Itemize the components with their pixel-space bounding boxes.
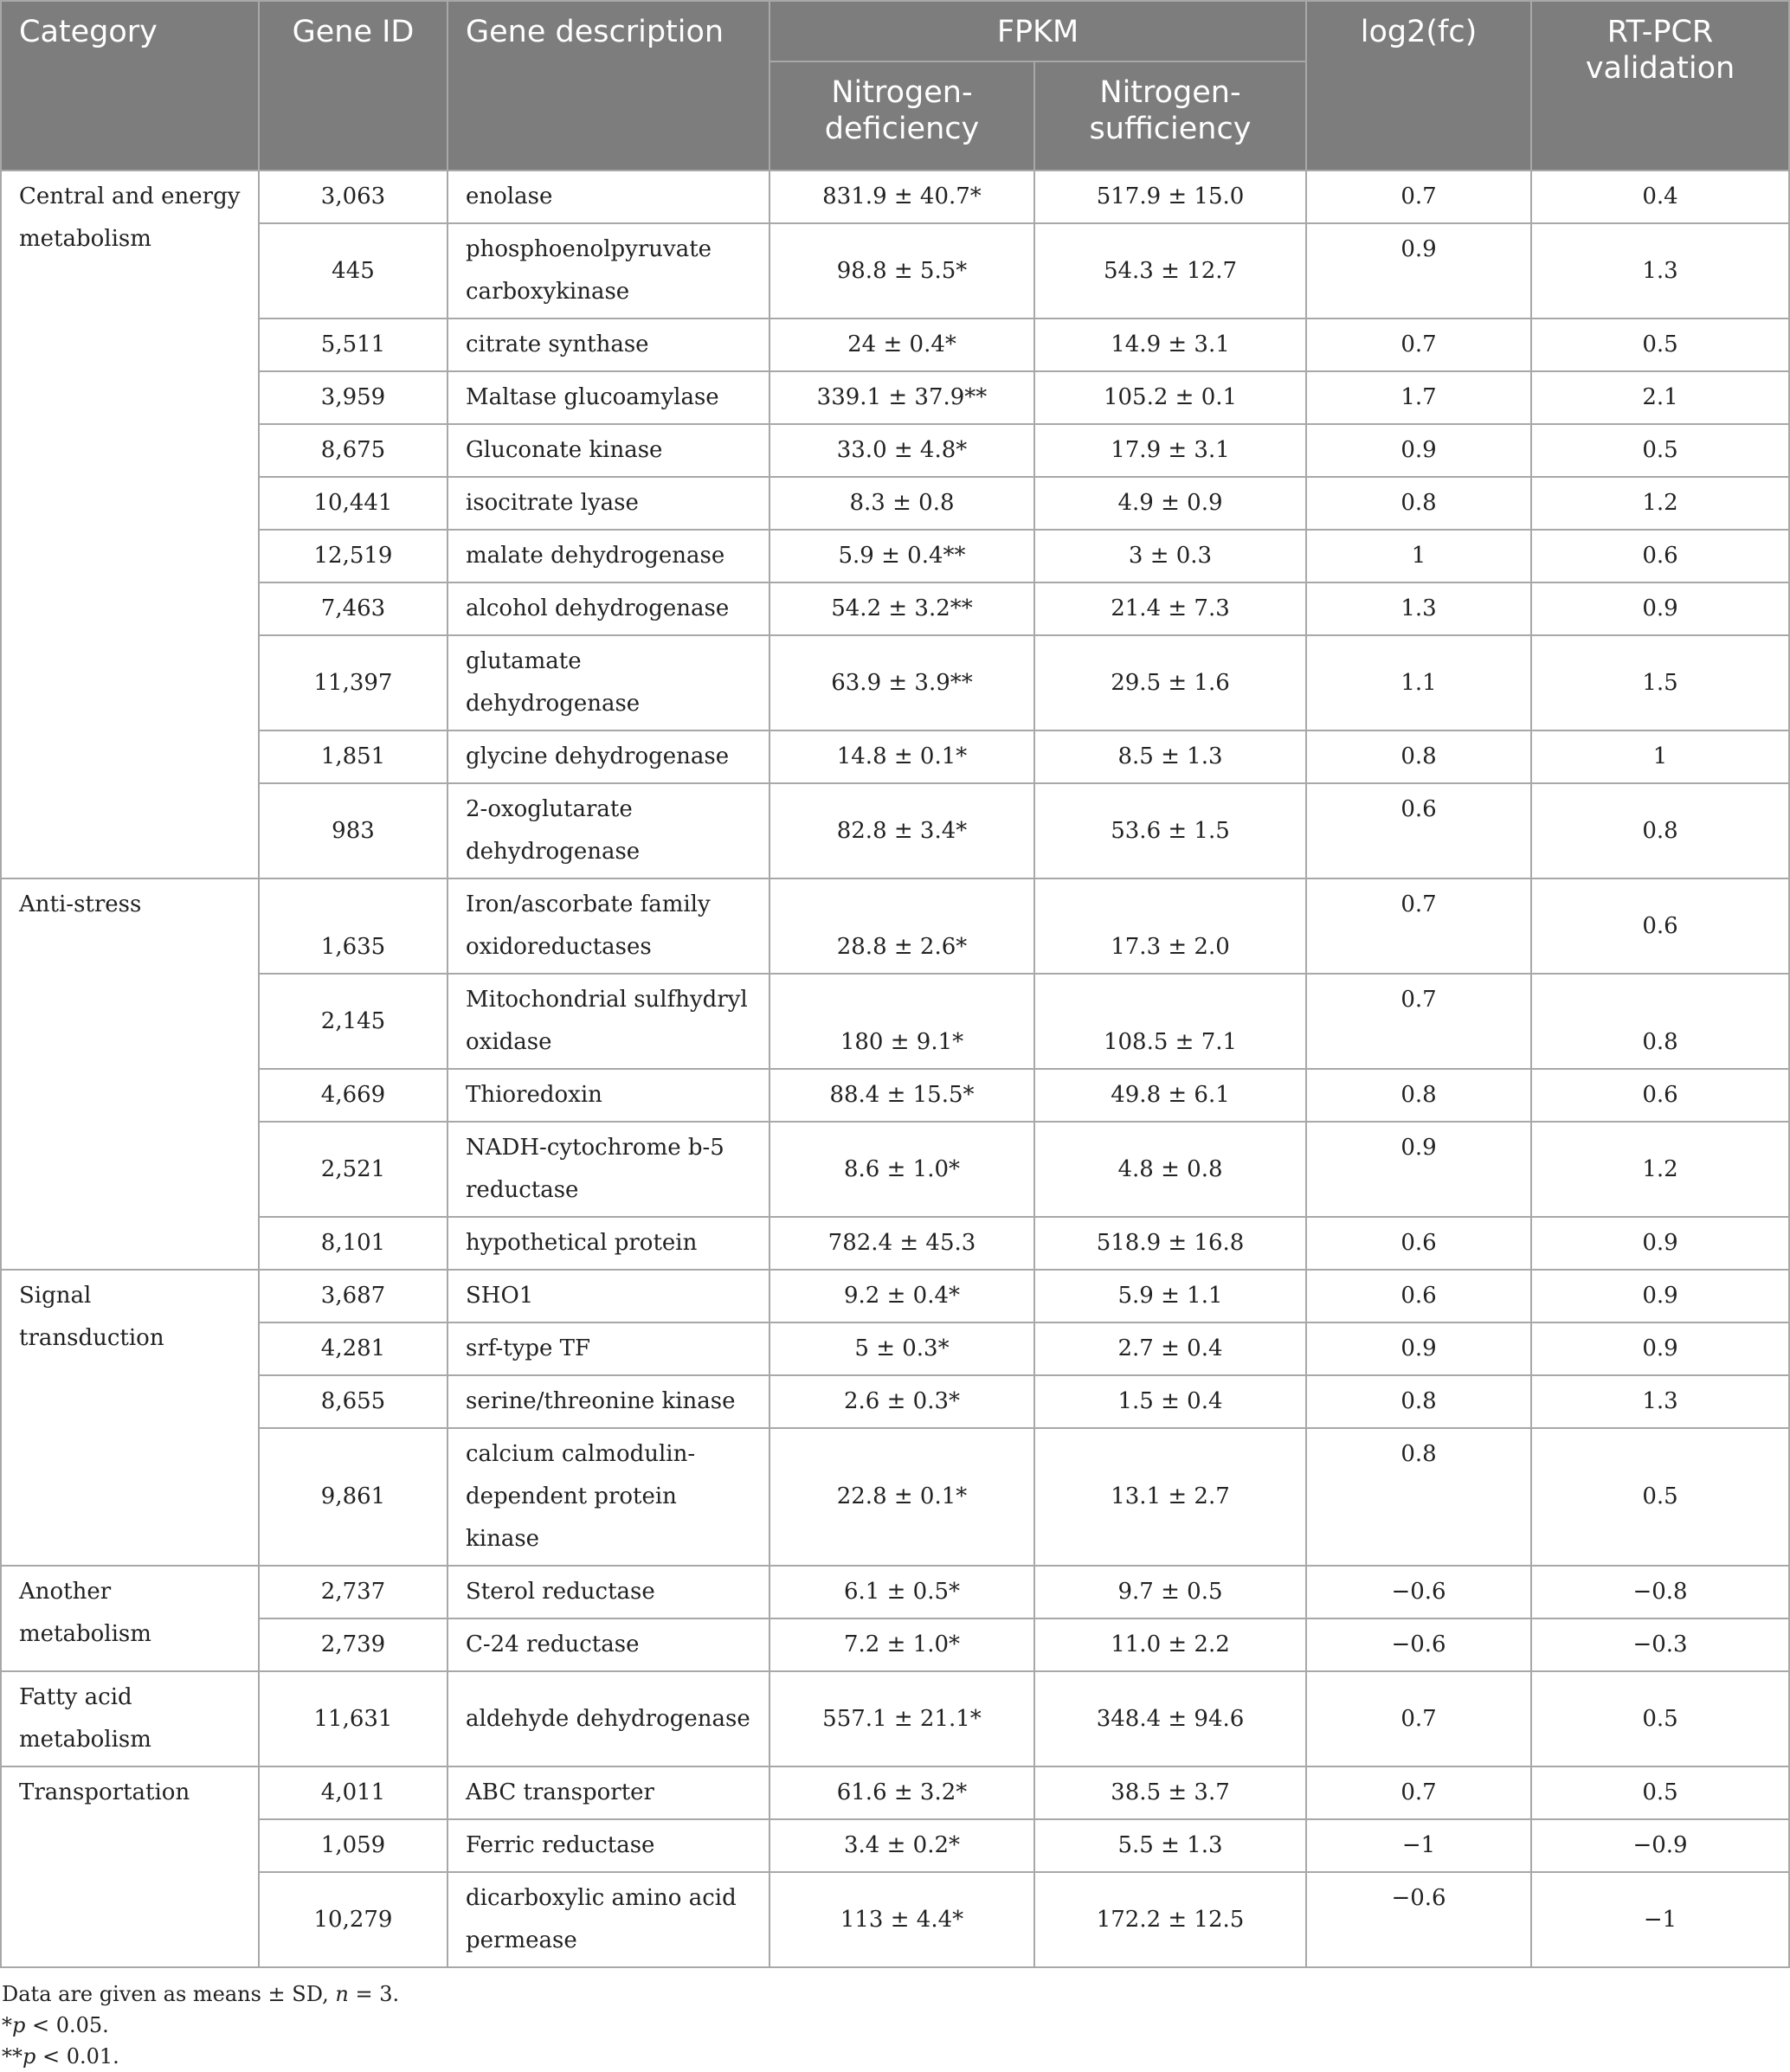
- log2fc-cell: 0.9: [1306, 424, 1531, 477]
- log2fc-cell: 0.9: [1306, 223, 1531, 319]
- fpkm-sufficiency-cell: 14.9 ± 3.1: [1034, 319, 1306, 371]
- header-gene-description: Gene description: [448, 1, 769, 171]
- gene-id-cell: 3,063: [259, 171, 448, 223]
- fpkm-deficiency-cell: 339.1 ± 37.9**: [769, 371, 1034, 424]
- table-row: [1, 783, 1789, 878]
- gene-id-cell: 2,521: [259, 1122, 448, 1217]
- rtpcr-cell: 0.6: [1531, 530, 1789, 582]
- fpkm-deficiency-cell: 7.2 ± 1.0*: [769, 1618, 1034, 1671]
- gene-id-cell: 4,669: [259, 1069, 448, 1122]
- log2fc-cell: 0.6: [1306, 783, 1531, 878]
- gene-description-cell: malate dehydrogenase: [448, 530, 769, 582]
- fpkm-sufficiency-cell: 49.8 ± 6.1: [1034, 1069, 1306, 1122]
- header-rtpcr-validation: RT-PCR validation: [1531, 1, 1789, 171]
- gene-description-cell: enolase: [448, 171, 769, 223]
- category-cell: Central and energy metabolism: [1, 171, 259, 878]
- log2fc-cell: 1: [1306, 530, 1531, 582]
- gene-description-cell: phosphoenolpyruvate carboxykinase: [448, 223, 769, 319]
- category-cell: Transportation: [1, 1766, 259, 1967]
- log2fc-cell: 0.7: [1306, 1671, 1531, 1766]
- table-row: [1, 730, 1789, 783]
- footnote-significance-005: *p < 0.05.: [2, 2013, 109, 2037]
- gene-description-cell: Gluconate kinase: [448, 424, 769, 477]
- rtpcr-cell: 0.8: [1531, 974, 1789, 1069]
- gene-id-cell: 2,145: [259, 974, 448, 1069]
- table-row: [1, 1322, 1789, 1375]
- table-row: [1, 319, 1789, 371]
- rtpcr-cell: 0.6: [1531, 878, 1789, 974]
- log2fc-cell: 0.6: [1306, 1270, 1531, 1322]
- gene-id-cell: 9,861: [259, 1428, 448, 1566]
- gene-id-cell: 8,655: [259, 1375, 448, 1428]
- log2fc-cell: 0.8: [1306, 730, 1531, 783]
- header-log2fc: log2(fc): [1306, 1, 1531, 171]
- gene-id-cell: 3,959: [259, 371, 448, 424]
- log2fc-cell: 0.7: [1306, 878, 1531, 974]
- table-row: [1, 477, 1789, 530]
- fpkm-sufficiency-cell: 348.4 ± 94.6: [1034, 1671, 1306, 1766]
- rtpcr-cell: 1.2: [1531, 477, 1789, 530]
- rtpcr-cell: 0.6: [1531, 1069, 1789, 1122]
- rtpcr-cell: 0.8: [1531, 783, 1789, 878]
- log2fc-cell: 0.7: [1306, 1766, 1531, 1819]
- table-row: [1, 1872, 1789, 1967]
- rtpcr-cell: −0.3: [1531, 1618, 1789, 1671]
- gene-id-cell: 5,511: [259, 319, 448, 371]
- gene-description-cell: glycine dehydrogenase: [448, 730, 769, 783]
- table-row: [1, 1270, 1789, 1322]
- rtpcr-cell: 1.2: [1531, 1122, 1789, 1217]
- fpkm-deficiency-cell: 14.8 ± 0.1*: [769, 730, 1034, 783]
- fpkm-sufficiency-cell: 21.4 ± 7.3: [1034, 582, 1306, 635]
- fpkm-deficiency-cell: 8.6 ± 1.0*: [769, 1122, 1034, 1217]
- gene-description-cell: Sterol reductase: [448, 1566, 769, 1618]
- log2fc-cell: −0.6: [1306, 1872, 1531, 1967]
- fpkm-deficiency-cell: 24 ± 0.4*: [769, 319, 1034, 371]
- gene-id-cell: 7,463: [259, 582, 448, 635]
- gene-description-cell: dicarboxylic amino acid permease: [448, 1872, 769, 1967]
- table-footnotes: [2, 1979, 1790, 2072]
- gene-description-cell: Ferric reductase: [448, 1819, 769, 1872]
- log2fc-cell: 0.8: [1306, 1428, 1531, 1566]
- fpkm-sufficiency-cell: 4.9 ± 0.9: [1034, 477, 1306, 530]
- gene-description-cell: glutamate dehydrogenase: [448, 635, 769, 730]
- rtpcr-cell: −0.9: [1531, 1819, 1789, 1872]
- fpkm-sufficiency-cell: 172.2 ± 12.5: [1034, 1872, 1306, 1967]
- fpkm-deficiency-cell: 9.2 ± 0.4*: [769, 1270, 1034, 1322]
- rtpcr-cell: −1: [1531, 1872, 1789, 1967]
- header-category: Category: [1, 1, 259, 171]
- fpkm-deficiency-cell: 180 ± 9.1*: [769, 974, 1034, 1069]
- log2fc-cell: 1.1: [1306, 635, 1531, 730]
- fpkm-deficiency-cell: 782.4 ± 45.3: [769, 1217, 1034, 1270]
- log2fc-cell: −0.6: [1306, 1618, 1531, 1671]
- log2fc-cell: 0.8: [1306, 1069, 1531, 1122]
- rtpcr-cell: 0.5: [1531, 424, 1789, 477]
- footnote-significance-001: **p < 0.01.: [2, 2044, 119, 2069]
- header-nitrogen-deficiency: Nitrogen-deficiency: [769, 61, 1034, 171]
- fpkm-deficiency-cell: 5 ± 0.3*: [769, 1322, 1034, 1375]
- gene-description-cell: aldehyde dehydrogenase: [448, 1671, 769, 1766]
- log2fc-cell: 0.8: [1306, 477, 1531, 530]
- fpkm-sufficiency-cell: 517.9 ± 15.0: [1034, 171, 1306, 223]
- table-row: [1, 1217, 1789, 1270]
- gene-id-cell: 2,739: [259, 1618, 448, 1671]
- rtpcr-cell: 0.5: [1531, 319, 1789, 371]
- gene-description-cell: NADH-cytochrome b-5 reductase: [448, 1122, 769, 1217]
- fpkm-sufficiency-cell: 5.5 ± 1.3: [1034, 1819, 1306, 1872]
- table-row: [1, 171, 1789, 223]
- category-cell: Anti-stress: [1, 878, 259, 1270]
- table-row: [1, 1566, 1789, 1618]
- log2fc-cell: 0.7: [1306, 974, 1531, 1069]
- table-row: [1, 582, 1789, 635]
- fpkm-deficiency-cell: 28.8 ± 2.6*: [769, 878, 1034, 974]
- rtpcr-cell: 2.1: [1531, 371, 1789, 424]
- gene-id-cell: 983: [259, 783, 448, 878]
- gene-id-cell: 12,519: [259, 530, 448, 582]
- gene-description-cell: isocitrate lyase: [448, 477, 769, 530]
- gene-id-cell: 2,737: [259, 1566, 448, 1618]
- gene-description-cell: srf-type TF: [448, 1322, 769, 1375]
- gene-id-cell: 10,441: [259, 477, 448, 530]
- rtpcr-cell: 0.9: [1531, 1322, 1789, 1375]
- fpkm-sufficiency-cell: 53.6 ± 1.5: [1034, 783, 1306, 878]
- header-gene-id: Gene ID: [259, 1, 448, 171]
- gene-id-cell: 3,687: [259, 1270, 448, 1322]
- fpkm-deficiency-cell: 5.9 ± 0.4**: [769, 530, 1034, 582]
- fpkm-deficiency-cell: 88.4 ± 15.5*: [769, 1069, 1034, 1122]
- gene-description-cell: Thioredoxin: [448, 1069, 769, 1122]
- gene-description-cell: Iron/ascorbate family oxidoreductases: [448, 878, 769, 974]
- log2fc-cell: 0.7: [1306, 319, 1531, 371]
- fpkm-deficiency-cell: 2.6 ± 0.3*: [769, 1375, 1034, 1428]
- fpkm-deficiency-cell: 831.9 ± 40.7*: [769, 171, 1034, 223]
- rtpcr-cell: 0.5: [1531, 1671, 1789, 1766]
- gene-description-cell: hypothetical protein: [448, 1217, 769, 1270]
- gene-description-cell: serine/threonine kinase: [448, 1375, 769, 1428]
- rtpcr-cell: 0.9: [1531, 1270, 1789, 1322]
- log2fc-cell: 0.9: [1306, 1122, 1531, 1217]
- gene-id-cell: 4,281: [259, 1322, 448, 1375]
- fpkm-deficiency-cell: 557.1 ± 21.1*: [769, 1671, 1034, 1766]
- fpkm-sufficiency-cell: 54.3 ± 12.7: [1034, 223, 1306, 319]
- header-fpkm: FPKM: [769, 1, 1306, 61]
- gene-id-cell: 1,851: [259, 730, 448, 783]
- fpkm-sufficiency-cell: 9.7 ± 0.5: [1034, 1566, 1306, 1618]
- log2fc-cell: 0.8: [1306, 1375, 1531, 1428]
- log2fc-cell: 1.7: [1306, 371, 1531, 424]
- rtpcr-cell: 0.9: [1531, 582, 1789, 635]
- log2fc-cell: 0.6: [1306, 1217, 1531, 1270]
- fpkm-sufficiency-cell: 1.5 ± 0.4: [1034, 1375, 1306, 1428]
- rtpcr-cell: 1.3: [1531, 223, 1789, 319]
- fpkm-deficiency-cell: 54.2 ± 3.2**: [769, 582, 1034, 635]
- header-nitrogen-sufficiency: Nitrogen-sufficiency: [1034, 61, 1306, 171]
- table-row: [1, 974, 1789, 1069]
- log2fc-cell: 0.9: [1306, 1322, 1531, 1375]
- gene-description-cell: calcium calmodulin-dependent protein kinase: [448, 1428, 769, 1566]
- gene-id-cell: 4,011: [259, 1766, 448, 1819]
- fpkm-sufficiency-cell: 5.9 ± 1.1: [1034, 1270, 1306, 1322]
- fpkm-sufficiency-cell: 17.3 ± 2.0: [1034, 878, 1306, 974]
- fpkm-sufficiency-cell: 11.0 ± 2.2: [1034, 1618, 1306, 1671]
- rtpcr-cell: 0.5: [1531, 1428, 1789, 1566]
- gene-description-cell: SHO1: [448, 1270, 769, 1322]
- gene-id-cell: 1,059: [259, 1819, 448, 1872]
- gene-id-cell: 11,397: [259, 635, 448, 730]
- rtpcr-cell: 0.4: [1531, 171, 1789, 223]
- fpkm-deficiency-cell: 33.0 ± 4.8*: [769, 424, 1034, 477]
- log2fc-cell: 1.3: [1306, 582, 1531, 635]
- fpkm-sufficiency-cell: 3 ± 0.3: [1034, 530, 1306, 582]
- rtpcr-cell: 1.5: [1531, 635, 1789, 730]
- table-body: [1, 171, 1789, 1967]
- table-row: [1, 530, 1789, 582]
- fpkm-deficiency-cell: 113 ± 4.4*: [769, 1872, 1034, 1967]
- table-row: [1, 371, 1789, 424]
- rtpcr-cell: 1.3: [1531, 1375, 1789, 1428]
- category-cell: Another metabolism: [1, 1566, 259, 1671]
- gene-id-cell: 11,631: [259, 1671, 448, 1766]
- fpkm-sufficiency-cell: 38.5 ± 3.7: [1034, 1766, 1306, 1819]
- gene-id-cell: 8,675: [259, 424, 448, 477]
- category-cell: Fatty acid metabolism: [1, 1671, 259, 1766]
- table-row: [1, 1618, 1789, 1671]
- footnote-data-description: Data are given as means ± SD, n = 3.: [2, 1982, 400, 2006]
- fpkm-sufficiency-cell: 13.1 ± 2.7: [1034, 1428, 1306, 1566]
- fpkm-deficiency-cell: 98.8 ± 5.5*: [769, 223, 1034, 319]
- gene-description-cell: Maltase glucoamylase: [448, 371, 769, 424]
- table-row: [1, 223, 1789, 319]
- rtpcr-cell: 0.9: [1531, 1217, 1789, 1270]
- fpkm-sufficiency-cell: 105.2 ± 0.1: [1034, 371, 1306, 424]
- table-row: [1, 1671, 1789, 1766]
- gene-id-cell: 445: [259, 223, 448, 319]
- table-row: [1, 635, 1789, 730]
- fpkm-deficiency-cell: 82.8 ± 3.4*: [769, 783, 1034, 878]
- table-row: [1, 1766, 1789, 1819]
- gene-description-cell: C-24 reductase: [448, 1618, 769, 1671]
- table-row: [1, 1819, 1789, 1872]
- table-row: [1, 1375, 1789, 1428]
- fpkm-deficiency-cell: 22.8 ± 0.1*: [769, 1428, 1034, 1566]
- log2fc-cell: 0.7: [1306, 171, 1531, 223]
- fpkm-deficiency-cell: 6.1 ± 0.5*: [769, 1566, 1034, 1618]
- category-cell: Signal transduction: [1, 1270, 259, 1566]
- log2fc-cell: −0.6: [1306, 1566, 1531, 1618]
- gene-description-cell: alcohol dehydrogenase: [448, 582, 769, 635]
- fpkm-sufficiency-cell: 17.9 ± 3.1: [1034, 424, 1306, 477]
- gene-description-cell: ABC transporter: [448, 1766, 769, 1819]
- fpkm-sufficiency-cell: 108.5 ± 7.1: [1034, 974, 1306, 1069]
- fpkm-deficiency-cell: 3.4 ± 0.2*: [769, 1819, 1034, 1872]
- fpkm-sufficiency-cell: 518.9 ± 16.8: [1034, 1217, 1306, 1270]
- table-row: [1, 1069, 1789, 1122]
- gene-id-cell: 1,635: [259, 878, 448, 974]
- table-row: [1, 878, 1789, 974]
- gene-description-cell: 2-oxoglutarate dehydrogenase: [448, 783, 769, 878]
- fpkm-sufficiency-cell: 2.7 ± 0.4: [1034, 1322, 1306, 1375]
- gene-id-cell: 8,101: [259, 1217, 448, 1270]
- rtpcr-cell: 1: [1531, 730, 1789, 783]
- fpkm-deficiency-cell: 61.6 ± 3.2*: [769, 1766, 1034, 1819]
- gene-description-cell: Mitochondrial sulfhydryl oxidase: [448, 974, 769, 1069]
- log2fc-cell: −1: [1306, 1819, 1531, 1872]
- table-header: [1, 1, 1789, 171]
- table-row: [1, 424, 1789, 477]
- gene-id-cell: 10,279: [259, 1872, 448, 1967]
- fpkm-sufficiency-cell: 8.5 ± 1.3: [1034, 730, 1306, 783]
- fpkm-sufficiency-cell: 29.5 ± 1.6: [1034, 635, 1306, 730]
- table-row: [1, 1122, 1789, 1217]
- fpkm-deficiency-cell: 8.3 ± 0.8: [769, 477, 1034, 530]
- table-row: [1, 1428, 1789, 1566]
- fpkm-sufficiency-cell: 4.8 ± 0.8: [1034, 1122, 1306, 1217]
- gene-description-cell: citrate synthase: [448, 319, 769, 371]
- rtpcr-cell: 0.5: [1531, 1766, 1789, 1819]
- rtpcr-cell: −0.8: [1531, 1566, 1789, 1618]
- fpkm-deficiency-cell: 63.9 ± 3.9**: [769, 635, 1034, 730]
